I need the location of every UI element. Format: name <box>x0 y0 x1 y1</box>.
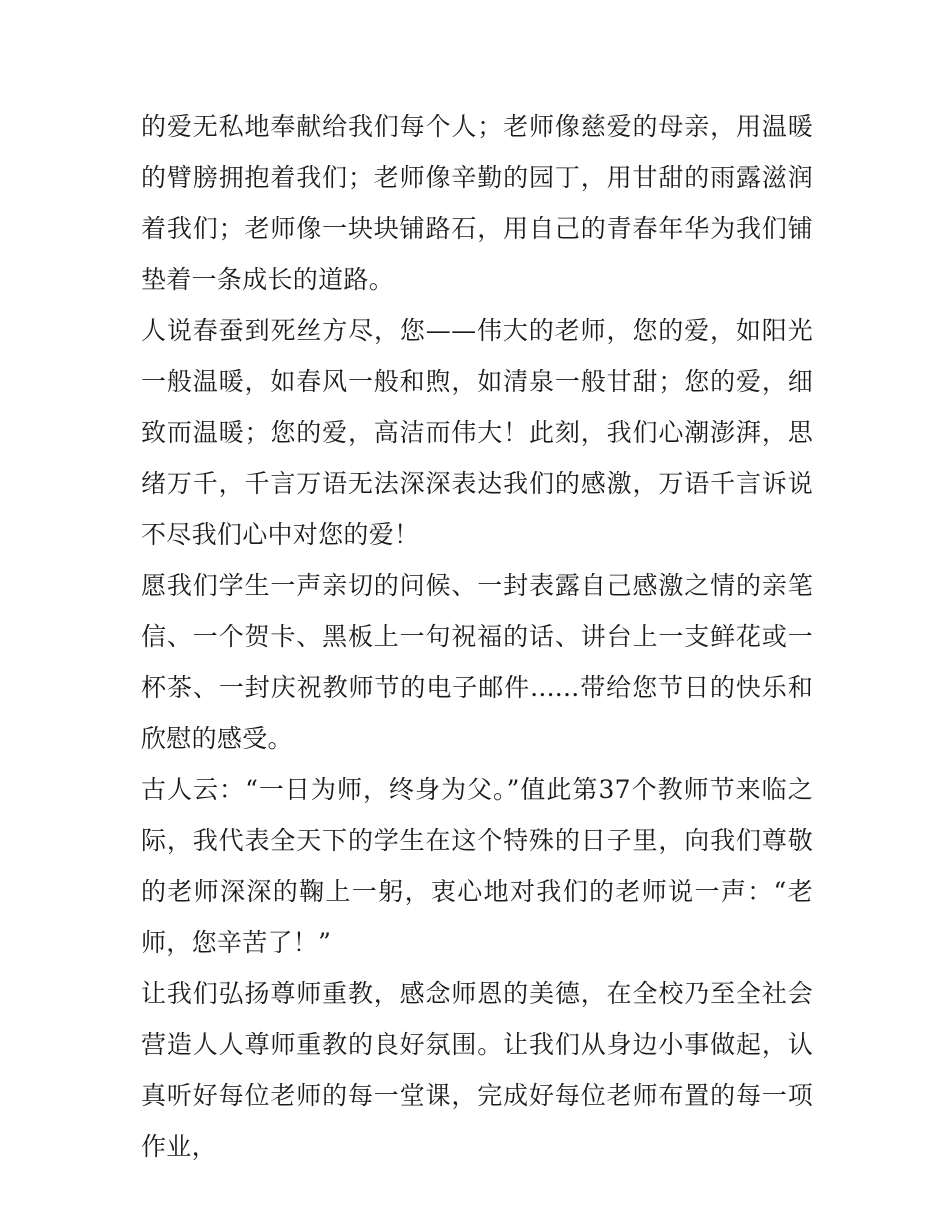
document-body <box>141 101 813 1172</box>
paragraph-2: 人说春蚕到死丝方尽，您——伟大的老师，您的爱，如阳光一般温暖，如春风一般和煦，如清泉一般甘甜；您的爱，细致而温暖；您的爱，高洁而伟大！此刻，我们心潮澎湃，思绪万千，千言万语无法深深表达我们的感激，万语千言诉说不尽我们心中对您的爱！ <box>141 316 813 549</box>
paragraph-3: 愿我们学生一声亲切的问候、一封表露自己感激之情的亲笔信、一个贺卡、黑板上一句祝福的话、讲台上一支鲜花或一杯茶、一封庆祝教师节的电子邮件......带给您节日的快乐和欣慰的感受。 <box>141 571 813 753</box>
paragraph-5: 让我们弘扬尊师重教，感念师恩的美德，在全校乃至全社会营造人人尊师重教的良好氛围。让我们从身边小事做起，认真听好每位老师的每一堂课，完成好每位老师布置的每一项作业， <box>141 979 813 1161</box>
paragraph-1: 的爱无私地奉献给我们每个人；老师像慈爱的母亲，用温暖的臂膀拥抱着我们；老师像辛勤的园丁，用甘甜的雨露滋润着我们；老师像一块块铺路石，用自己的青春年华为我们铺垫着一条成长的道路。 <box>141 112 813 294</box>
paragraph-4: 古人云：“一日为师，终身为父。”值此第37个教师节来临之际，我代表全天下的学生在这个特殊的日子里，向我们尊敬的老师深深的鞠上一躬，衷心地对我们的老师说一声：“老师，您辛苦了！” <box>141 775 813 957</box>
